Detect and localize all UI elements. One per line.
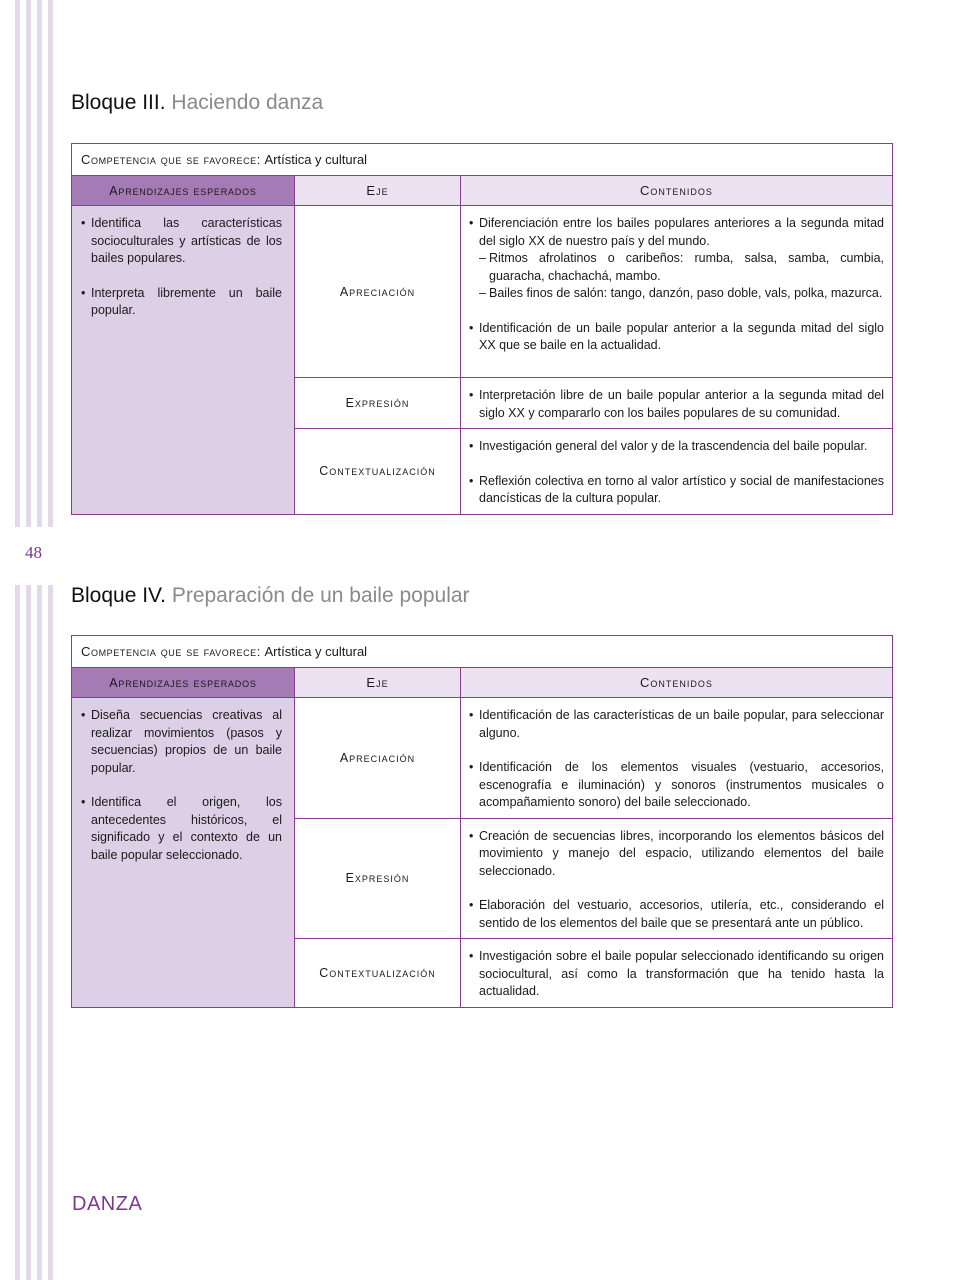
header-aprendizajes: Aprendizajes esperados xyxy=(72,668,295,698)
contenido-item: • Investigación sobre el baile popular seleccionado identificando su origen sociocultural, así como la transformación que ha tenido hasta la actualidad. xyxy=(469,948,884,1001)
eje-cell: Contextualización xyxy=(295,939,461,1008)
aprendizaje-item: • Identifica las características socioculturales y artísticas de los bailes populares. xyxy=(81,215,282,268)
block-table xyxy=(71,635,893,1008)
contenido-item: • Identificación de los elementos visuales (vestuario, accesorios, escenografía e iluminación) y sonoros (instrumentos musicales o acompañamiento sonoro) del baile seleccionado. xyxy=(469,759,884,812)
contenidos-cell xyxy=(461,939,893,1008)
block-table xyxy=(71,143,893,515)
header-contenidos: Contenidos xyxy=(461,176,893,206)
decorative-stripe xyxy=(26,0,31,527)
contenido-item: • Identificación de un baile popular anterior a la segunda mitad del siglo XX que se baile en la actualidad. xyxy=(469,320,884,355)
contenido-item: • Reflexión colectiva en torno al valor artístico y social de manifestaciones dancísticas de la cultura popular. xyxy=(469,473,884,508)
contenido-item xyxy=(469,215,884,303)
contenidos-cell xyxy=(461,429,893,515)
eje-cell: Apreciación xyxy=(295,206,461,378)
competencia-value: Artística y cultural xyxy=(264,152,368,167)
aprendizaje-item: • Interpreta libremente un baile popular. xyxy=(81,285,282,320)
header-eje: Eje xyxy=(295,176,461,206)
decorative-stripe xyxy=(48,0,53,527)
decorative-stripe xyxy=(37,585,42,1280)
aprendizaje-item: • Diseña secuencias creativas al realizar movimientos (pasos y secuencias) propios de un baile popular. xyxy=(81,707,282,777)
contenidos-cell xyxy=(461,818,893,939)
aprendizaje-item: • Identifica el origen, los antecedentes históricos, el significado y el contexto de un baile popular seleccionado. xyxy=(81,794,282,864)
footer-subject: DANZA xyxy=(72,1193,143,1215)
competencia-label: Competencia que se favorece: xyxy=(81,152,261,167)
block-title xyxy=(71,584,470,608)
block-title xyxy=(71,91,323,115)
competencia-value: Artística y cultural xyxy=(264,644,368,659)
block-title-label: Bloque IV. xyxy=(71,584,166,607)
page-number: 48 xyxy=(25,543,42,562)
competencia-row xyxy=(72,144,893,176)
aprendizajes-cell xyxy=(72,206,295,515)
eje-cell: Expresión xyxy=(295,378,461,429)
contenidos-cell xyxy=(461,698,893,819)
contenidos-cell xyxy=(461,378,893,429)
competencia-row xyxy=(72,636,893,668)
contenido-text: Diferenciación entre los bailes populares anteriores a la segunda mitad del siglo XX de nuestro país y del mundo. xyxy=(479,216,885,248)
eje-cell: Contextualización xyxy=(295,429,461,515)
contenido-item: • Investigación general del valor y de la trascendencia del baile popular. xyxy=(469,438,884,456)
eje-cell: Expresión xyxy=(295,818,461,939)
decorative-stripe xyxy=(15,585,20,1280)
block-subtitle: Preparación de un baile popular xyxy=(171,584,470,607)
contenido-subitem: – Ritmos afrolatinos o caribeños: rumba, salsa, samba, cumbia, guaracha, chachachá, mambo. xyxy=(479,250,884,285)
contenidos-cell xyxy=(461,206,893,378)
decorative-stripe xyxy=(26,585,31,1280)
block-subtitle: Haciendo danza xyxy=(171,91,324,114)
competencia-label: Competencia que se favorece: xyxy=(81,644,261,659)
contenido-subitem: – Bailes finos de salón: tango, danzón, paso doble, vals, polka, mazurca. xyxy=(479,285,884,303)
aprendizajes-cell xyxy=(72,698,295,1008)
contenido-item: • Elaboración del vestuario, accesorios, utilería, etc., considerando el sentido de los elementos del baile que se presentará ante un público. xyxy=(469,897,884,932)
eje-cell: Apreciación xyxy=(295,698,461,819)
contenido-item: • Creación de secuencias libres, incorporando los elementos básicos del movimiento y manejo del espacio, utilizando elementos del baile seleccionado. xyxy=(469,828,884,881)
contenido-item: • Identificación de las características de un baile popular, para seleccionar alguno. xyxy=(469,707,884,742)
decorative-stripe xyxy=(15,0,20,527)
header-aprendizajes: Aprendizajes esperados xyxy=(72,176,295,206)
decorative-stripe xyxy=(48,585,53,1280)
header-eje: Eje xyxy=(295,668,461,698)
decorative-stripe xyxy=(37,0,42,527)
block-title-label: Bloque III. xyxy=(71,91,166,114)
header-contenidos: Contenidos xyxy=(461,668,893,698)
contenido-item: • Interpretación libre de un baile popular anterior a la segunda mitad del siglo XX y compararlo con los bailes populares de su comunidad. xyxy=(469,387,884,422)
